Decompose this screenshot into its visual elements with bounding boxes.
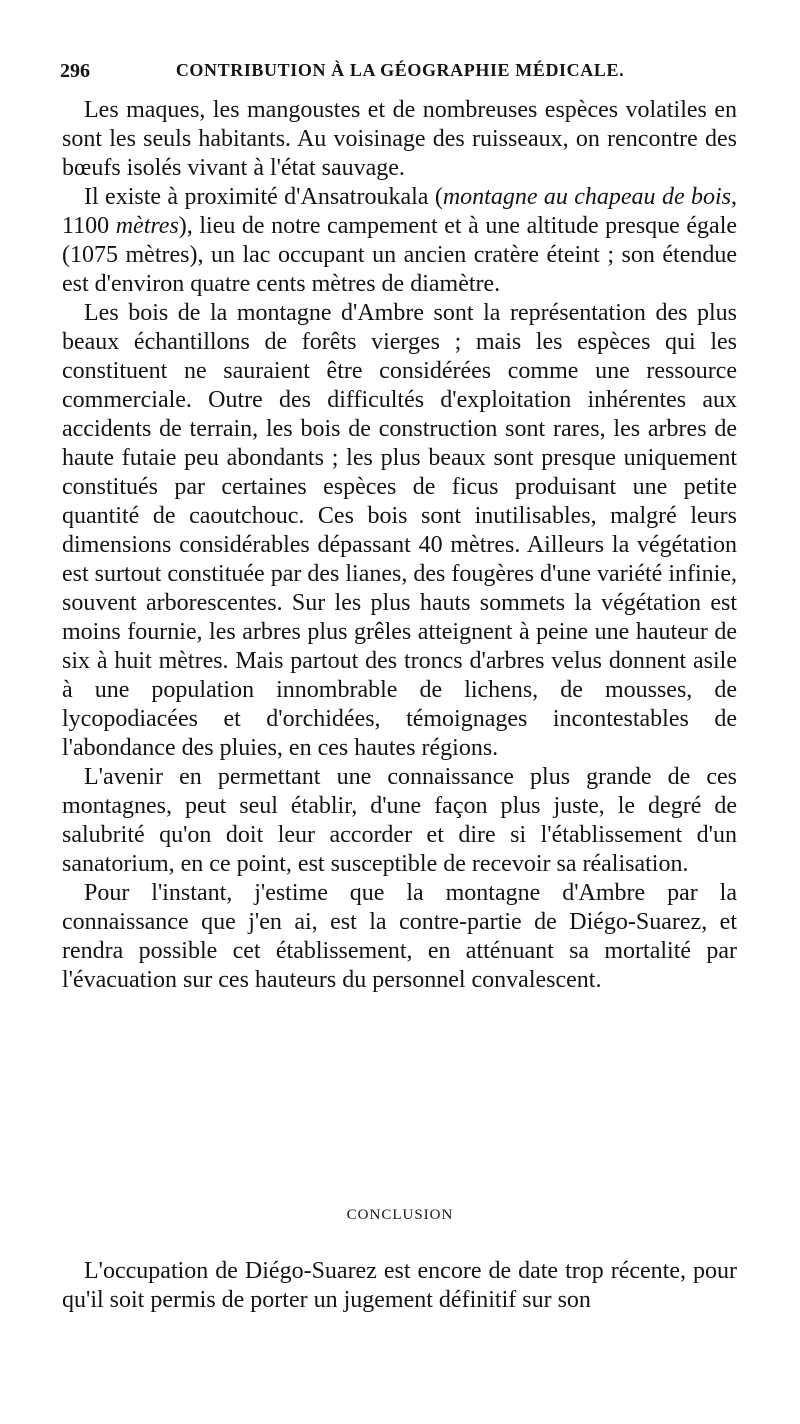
conclusion-heading: CONCLUSION — [346, 1207, 454, 1223]
paragraph-sanatorium: Pour l'instant, j'estime que la montagne d'Ambre par la connaissance que j'en ai, est la contre-partie de Diégo-Suarez, et rendra possible cet établissement, en atténuant sa mortalité par l'évacuation sur ces hauteurs du personnel convalescent. — [62, 880, 737, 993]
lake-text-start: Il existe à proximité d'Ansatroukala ( — [84, 184, 443, 210]
lake-text-middle: , 1100 — [62, 184, 737, 239]
body-text — [62, 96, 737, 995]
paragraph-future: L'avenir en permettant une connaissance plus grande de ces montagnes, peut seul établir, d'une façon plus juste, le degré de salubrité qu'on doit leur accorder et dire si l'établissement d'un sanatorium, en ce point, est susceptible de recevoir sa réalisation. — [62, 764, 737, 877]
paragraph-forests: Les bois de la montagne d'Ambre sont la représentation des plus beaux échantillons de forêts vierges ; mais les espèces qui les constituent ne sauraient être considérées comme une ressource commerciale. Outre des difficultés d'exploitation inhérentes aux accidents de terrain, les bois de construction sont rares, les arbres de haute futaie peu abondants ; les plus beaux sont presque uniquement constitués par certaines espèces de ficus produisant une petite quantité de caoutchouc. Ces bois sont inutilisables, malgré leurs dimensions considérables dépassant 40 mètres. Ailleurs la végétation est surtout constituée par des lianes, des fougères d'une variété infinie, souvent arborescentes. Sur les plus hauts sommets la végétation est moins fournie, les arbres plus grêles atteignent à peine une hauteur de six à huit mètres. Mais partout des troncs d'arbres velus donnent asile à une population innombrable de lichens, de mousses, de lycopodiacées et d'orchidées, témoignages incontestables de l'abondance des pluies, en ces hautes régions. — [62, 300, 737, 761]
conclusion-text — [62, 1257, 737, 1315]
paragraph-conclusion: L'occupation de Diégo-Suarez est encore de date trop récente, pour qu'il soit permis de porter un jugement définitif sur son — [62, 1258, 737, 1313]
page-header — [60, 60, 740, 86]
running-title: CONTRIBUTION À LA GÉOGRAPHIE MÉDICALE. — [175, 60, 625, 80]
paragraph-fauna: Les maques, les mangoustes et de nombreuses espèces volatiles en sont les seuls habitants. Au voisinage des ruisseaux, on rencontre des bœufs isolés vivant à l'état sauvage. — [62, 97, 737, 181]
lake-text-end: ), lieu de notre campement et à une altitude presque égale (1075 mètres), un lac occupant un ancien cratère éteint ; son étendue est d'environ quatre cents mètres de diamètre. — [62, 213, 738, 297]
page-number: 296 — [60, 60, 90, 82]
paragraph-lake — [62, 183, 737, 299]
lake-italic-name: montagne au chapeau de bois — [442, 184, 731, 210]
lake-italic-unit: mètres — [115, 213, 179, 239]
